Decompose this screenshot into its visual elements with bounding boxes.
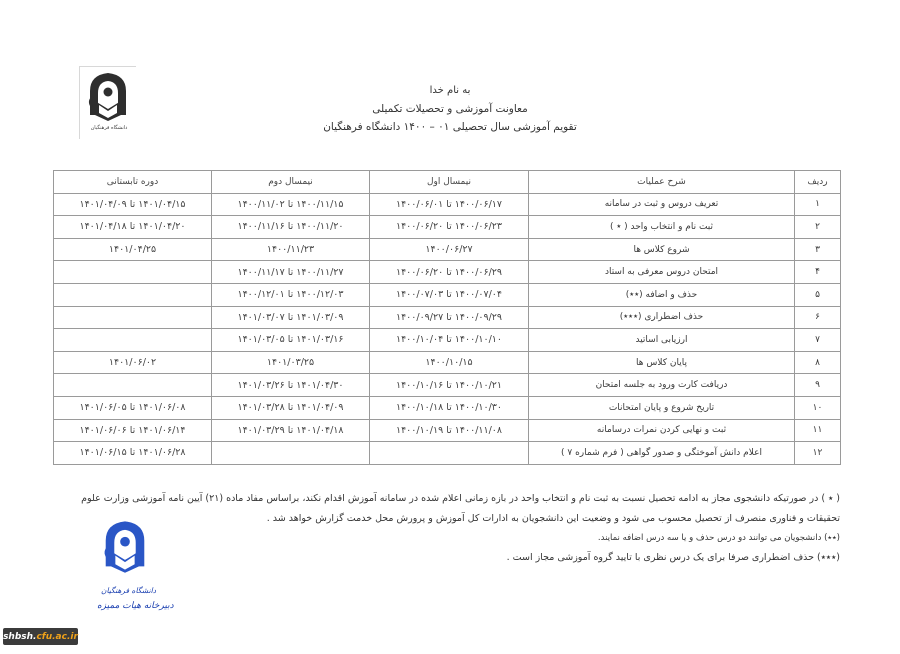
second-semester-date: ۱۴۰۱/۰۴/۰۹ تا ۱۴۰۱/۰۳/۲۸ xyxy=(212,396,370,419)
department-title: معاونت آموزشی و تحصیلات تکمیلی xyxy=(372,103,528,115)
operation-description: شروع کلاس ها xyxy=(529,238,795,261)
first-semester-date: ۱۴۰۰/۱۱/۰۸ تا ۱۴۰۰/۱۰/۱۹ xyxy=(370,419,529,442)
row-number: ۸ xyxy=(795,351,841,374)
summer-term-date: ۱۴۰۱/۰۶/۰۲ xyxy=(54,351,212,374)
first-semester-date xyxy=(370,442,529,465)
operation-description: ثبت نام و انتخاب واحد ( ٭ ) xyxy=(529,216,795,239)
first-semester-date: ۱۴۰۰/۰۶/۲۷ xyxy=(370,238,529,261)
operation-description: حذف و اضافه (٭٭) xyxy=(529,283,795,306)
summer-term-date: ۱۴۰۱/۰۴/۱۵ تا ۱۴۰۱/۰۴/۰۹ xyxy=(54,193,212,216)
table-row xyxy=(54,351,841,374)
column-header-second-semester: نیمسال دوم xyxy=(212,171,370,194)
summer-term-date xyxy=(54,329,212,352)
operation-description: ثبت و نهایی کردن نمرات درسامانه xyxy=(529,419,795,442)
table-row xyxy=(54,216,841,239)
academic-calendar-table xyxy=(53,170,841,465)
summer-term-date: ۱۴۰۱/۰۶/۲۸ تا ۱۴۰۱/۰۶/۱۵ xyxy=(54,442,212,465)
row-number: ۱۱ xyxy=(795,419,841,442)
row-number: ۱۰ xyxy=(795,396,841,419)
second-semester-date: ۱۴۰۱/۰۴/۳۰ تا ۱۴۰۱/۰۳/۲۶ xyxy=(212,374,370,397)
table-row xyxy=(54,329,841,352)
basmala: به نام خدا xyxy=(429,85,471,96)
row-number: ۵ xyxy=(795,283,841,306)
second-semester-date: ۱۴۰۰/۱۱/۱۵ تا ۱۴۰۰/۱۱/۰۲ xyxy=(212,193,370,216)
first-semester-date: ۱۴۰۰/۱۰/۱۵ xyxy=(370,351,529,374)
row-number: ۹ xyxy=(795,374,841,397)
footnote-registration-line-1: ( ٭ ) در صورتیکه دانشجوی مجاز به ادامه تحصیل نسبت به ثبت نام و انتخاب واحد در بازه زمانی اعلام شده در سامانه آموزش اقدام نکند، براساس مفاد ماده (۲۱) آیین نامه آموزشی وزارت علوم xyxy=(81,493,840,504)
column-header-description: شرح عملیات xyxy=(529,171,795,194)
document-title: تقویم آموزشی سال تحصیلی ۰۱ – ۱۴۰۰ دانشگاه فرهنگیان xyxy=(323,121,577,133)
summer-term-date: ۱۴۰۱/۰۶/۱۴ تا ۱۴۰۱/۰۶/۰۶ xyxy=(54,419,212,442)
operation-description: ارزیابی اساتید xyxy=(529,329,795,352)
row-number: ۱ xyxy=(795,193,841,216)
column-header-summer-term: دوره تابستانی xyxy=(54,171,212,194)
site-watermark xyxy=(3,628,78,645)
row-number: ۷ xyxy=(795,329,841,352)
first-semester-date: ۱۴۰۰/۰۶/۱۷ تا ۱۴۰۰/۰۶/۰۱ xyxy=(370,193,529,216)
second-semester-date: ۱۴۰۱/۰۴/۱۸ تا ۱۴۰۱/۰۳/۲۹ xyxy=(212,419,370,442)
table-row xyxy=(54,238,841,261)
operation-description: دریافت کارت ورود به جلسه امتحان xyxy=(529,374,795,397)
logo-caption: دانشگاه فرهنگیان xyxy=(90,125,128,131)
row-number: ۳ xyxy=(795,238,841,261)
row-number: ۴ xyxy=(795,261,841,284)
second-semester-date: ۱۴۰۰/۱۱/۲۳ xyxy=(212,238,370,261)
table-header-row xyxy=(54,171,841,194)
second-semester-date: ۱۴۰۱/۰۳/۱۶ تا ۱۴۰۱/۰۳/۰۵ xyxy=(212,329,370,352)
stamp-signature: دبیرخانه هیات ممیزه xyxy=(97,601,174,611)
farhangian-emblem-icon xyxy=(80,67,136,125)
table-row xyxy=(54,442,841,465)
table-row xyxy=(54,193,841,216)
column-header-row-number: ردیف xyxy=(795,171,841,194)
second-semester-date: ۱۴۰۱/۰۳/۲۵ xyxy=(212,351,370,374)
watermark-subdomain: shbsh. xyxy=(3,631,37,642)
footnote-registration-line-2: تحقیقات و فناوری منصرف از تحصیل محسوب می شود و وضعیت این دانشجویان به ادارات کل آموزش و پرورش محل خدمت گزارش خواهد شد . xyxy=(266,513,840,524)
summer-term-date xyxy=(54,261,212,284)
summer-term-date xyxy=(54,283,212,306)
summer-term-date xyxy=(54,374,212,397)
second-semester-date: ۱۴۰۰/۱۲/۰۳ تا ۱۴۰۰/۱۲/۰۱ xyxy=(212,283,370,306)
second-semester-date: ۱۴۰۰/۱۱/۲۰ تا ۱۴۰۰/۱۱/۱۶ xyxy=(212,216,370,239)
first-semester-date: ۱۴۰۰/۰۶/۲۹ تا ۱۴۰۰/۰۶/۲۰ xyxy=(370,261,529,284)
table-row xyxy=(54,419,841,442)
table-row xyxy=(54,396,841,419)
operation-description: تاریخ شروع و پایان امتحانات xyxy=(529,396,795,419)
first-semester-date: ۱۴۰۰/۰۷/۰۴ تا ۱۴۰۰/۰۷/۰۳ xyxy=(370,283,529,306)
first-semester-date: ۱۴۰۰/۱۰/۲۱ تا ۱۴۰۰/۱۰/۱۶ xyxy=(370,374,529,397)
second-semester-date: ۱۴۰۰/۱۱/۲۷ تا ۱۴۰۰/۱۱/۱۷ xyxy=(212,261,370,284)
first-semester-date: ۱۴۰۰/۱۰/۳۰ تا ۱۴۰۰/۱۰/۱۸ xyxy=(370,396,529,419)
first-semester-date: ۱۴۰۰/۰۶/۲۳ تا ۱۴۰۰/۰۶/۲۰ xyxy=(370,216,529,239)
table-row xyxy=(54,283,841,306)
second-semester-date xyxy=(212,442,370,465)
row-number: ۲ xyxy=(795,216,841,239)
university-logo-top xyxy=(79,66,136,139)
row-number: ۱۲ xyxy=(795,442,841,465)
stamp-caption: دانشگاه فرهنگیان xyxy=(101,586,157,595)
operation-description: امتحان دروس معرفی به استاد xyxy=(529,261,795,284)
footnote-emergency-drop: (٭٭٭) حذف اضطراری صرفا برای یک درس نظری با تایید گروه آموزشی مجاز است . xyxy=(506,552,840,563)
table-row xyxy=(54,261,841,284)
footnotes xyxy=(81,489,840,568)
second-semester-date: ۱۴۰۱/۰۳/۰۹ تا ۱۴۰۱/۰۳/۰۷ xyxy=(212,306,370,329)
first-semester-date: ۱۴۰۰/۰۹/۲۹ تا ۱۴۰۰/۰۹/۲۷ xyxy=(370,306,529,329)
summer-term-date: ۱۴۰۱/۰۴/۲۰ تا ۱۴۰۱/۰۴/۱۸ xyxy=(54,216,212,239)
watermark-domain: cfu.ac.ir xyxy=(36,631,78,642)
row-number: ۶ xyxy=(795,306,841,329)
first-semester-date: ۱۴۰۰/۱۰/۱۰ تا ۱۴۰۰/۱۰/۰۴ xyxy=(370,329,529,352)
operation-description: حذف اضطراری (٭٭٭) xyxy=(529,306,795,329)
summer-term-date: ۱۴۰۱/۰۶/۰۸ تا ۱۴۰۱/۰۶/۰۵ xyxy=(54,396,212,419)
table-row xyxy=(54,306,841,329)
farhangian-emblem-blue-icon xyxy=(95,510,155,582)
operation-description: تعریف دروس و ثبت در سامانه xyxy=(529,193,795,216)
operation-description: پایان کلاس ها xyxy=(529,351,795,374)
university-stamp xyxy=(95,510,174,620)
operation-description: اعلام دانش آموختگی و صدور گواهی ( فرم شماره ۷ ) xyxy=(529,442,795,465)
table-row xyxy=(54,374,841,397)
column-header-first-semester: نیمسال اول xyxy=(370,171,529,194)
document-header xyxy=(300,82,600,136)
summer-term-date xyxy=(54,306,212,329)
summer-term-date: ۱۴۰۱/۰۴/۲۵ xyxy=(54,238,212,261)
footnote-add-drop: (٭٭) دانشجویان می توانند دو درس حذف و یا سه درس اضافه نمایند. xyxy=(597,533,840,543)
